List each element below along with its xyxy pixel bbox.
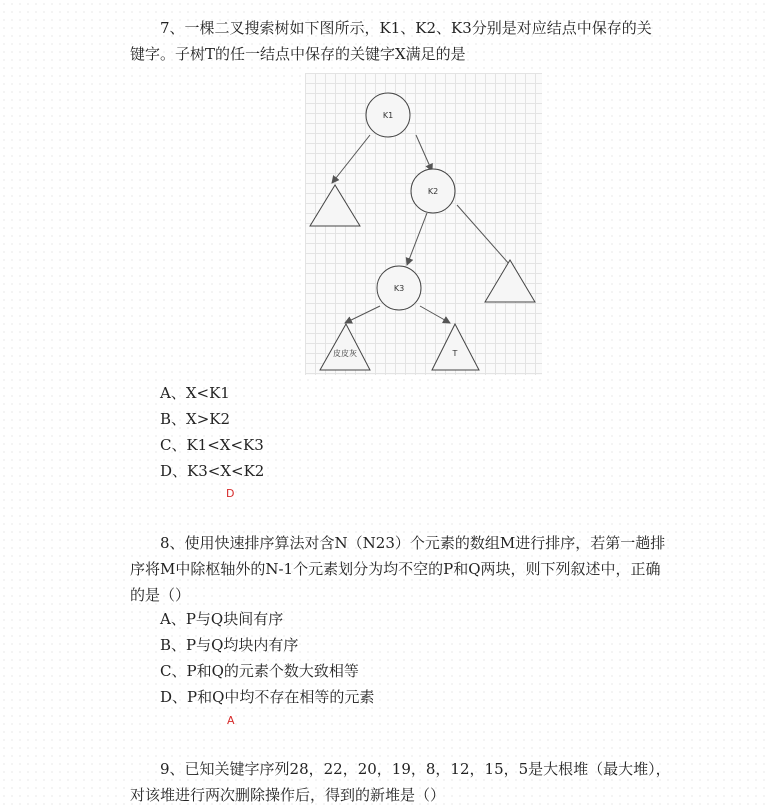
node-k2-label: K2 bbox=[427, 187, 439, 196]
question-8-text bbox=[130, 530, 690, 608]
question-8-line-2: 序将M中除枢轴外的N-1个元素划分为均不空的P和Q两块，则下列叙述中，正确 bbox=[130, 560, 661, 578]
subtree-right-triangle bbox=[485, 260, 535, 302]
question-8-option-d: D、P和Q中均不存在相等的元素 bbox=[160, 688, 375, 706]
question-7-option-d: D、K3<X<K2 bbox=[160, 462, 265, 480]
question-8-line-3: 的是（） bbox=[130, 586, 191, 604]
edge-k3-left bbox=[345, 306, 380, 323]
question-8-answer: A bbox=[227, 714, 235, 727]
edge-k2-right bbox=[457, 205, 510, 265]
question-8-options bbox=[160, 606, 374, 710]
binary-search-tree-figure bbox=[305, 73, 542, 375]
subtree-left-triangle bbox=[310, 185, 360, 226]
subtree-pipihui-label: 皮皮灰 bbox=[333, 349, 357, 358]
question-9-line-2: 对该堆进行两次删除操作后，得到的新堆是（） bbox=[130, 786, 446, 804]
question-8-option-c: C、P和Q的元素个数大致相等 bbox=[160, 662, 359, 680]
question-7-text bbox=[130, 15, 690, 67]
node-k3-label: K3 bbox=[393, 284, 405, 293]
edge-k3-t bbox=[420, 306, 450, 323]
question-7-option-c: C、K1<X<K3 bbox=[160, 436, 264, 454]
node-k1-label: K1 bbox=[382, 111, 394, 120]
subtree-t-label: T bbox=[452, 349, 458, 358]
edge-k2-k3 bbox=[407, 213, 427, 265]
question-7-options bbox=[160, 380, 264, 484]
question-7-line-2: 键字。子树T的任一结点中保存的关键字X满足的是 bbox=[130, 45, 466, 63]
subtree-t-triangle bbox=[432, 324, 479, 370]
question-8-line-1: 8、使用快速排序算法对含N（N23）个元素的数组M进行排序，若第一趟排 bbox=[160, 534, 666, 552]
question-9-line-1: 9、已知关键字序列28，22，20，19，8，12，15，5是大根堆（最大堆）， bbox=[160, 760, 671, 778]
question-7-option-b: B、X>K2 bbox=[160, 410, 231, 428]
question-7-answer: D bbox=[226, 487, 235, 500]
edge-k1-left bbox=[332, 135, 370, 183]
question-8-option-a: A、P与Q块间有序 bbox=[160, 610, 284, 628]
question-9-text bbox=[130, 756, 690, 808]
tree-diagram bbox=[305, 73, 542, 375]
question-7-option-a: A、X<K1 bbox=[160, 384, 230, 402]
question-7-line-1: 7、一棵二叉搜索树如下图所示，K1、K2、K3分别是对应结点中保存的关 bbox=[160, 19, 652, 37]
question-8-option-b: B、P与Q均块内有序 bbox=[160, 636, 299, 654]
edge-k1-k2 bbox=[416, 135, 432, 171]
subtree-pipihui-triangle bbox=[320, 324, 370, 370]
